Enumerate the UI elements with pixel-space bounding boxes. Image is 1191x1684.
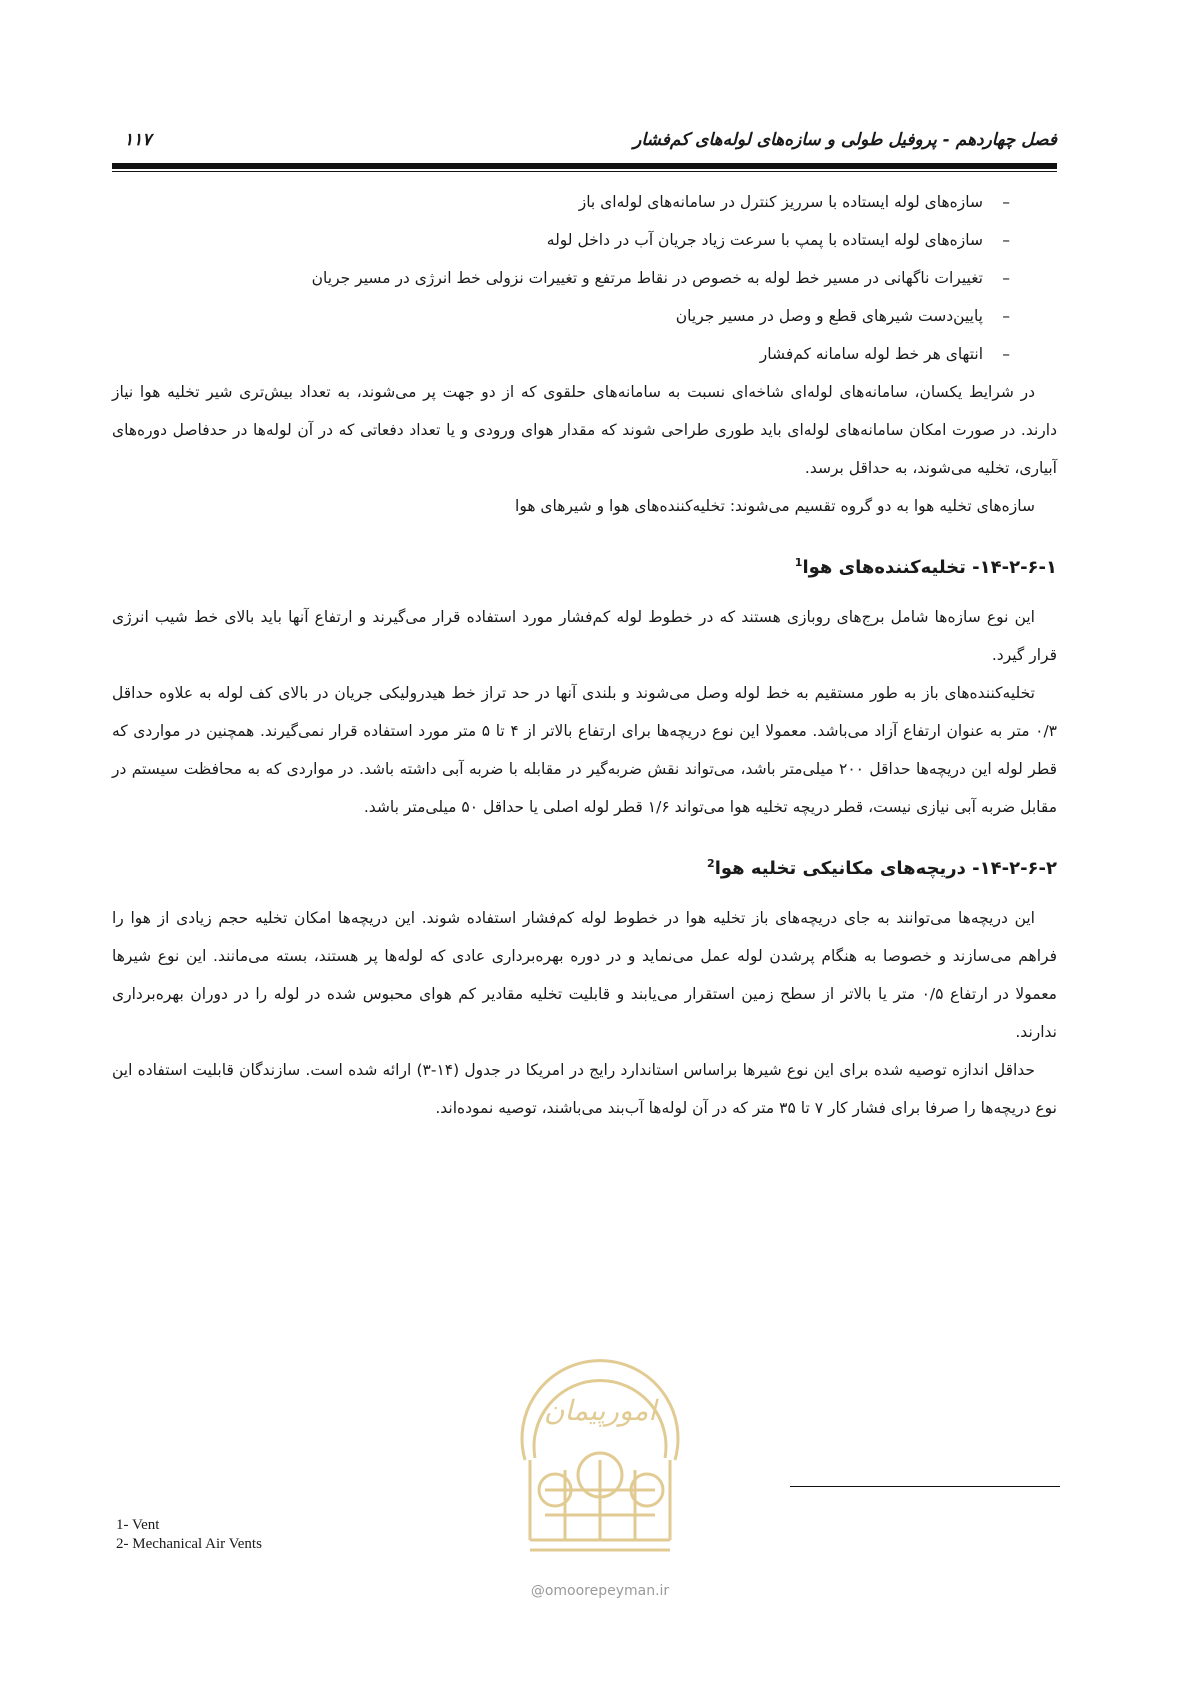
bullet-item: – سازه‌های لوله ایستاده با سرریز کنترل در سامانه‌های لوله‌ای باز [112, 183, 1010, 221]
footnote-item: 2- Mechanical Air Vents [116, 1536, 262, 1552]
heading-text: ۱۴-۲-۶-۱- تخلیه‌کننده‌های هوا [802, 557, 1057, 578]
dash-bullet-icon: – [1002, 193, 1010, 211]
paragraph: تخلیه‌کننده‌های باز به طور مستقیم به خط لوله وصل می‌شوند و بلندی آنها در حد تراز خط هیدرولیکی جریان در بالای کف لوله به علاوه حداقل ۰/۳ متر به عنوان ارتفاع آزاد می‌باشد. معمولا این نوع دریچه‌ها برای ارتفاع بالاتر از ۴ تا ۵ متر مورد استفاده قرار نمی‌گیرند. همچنین در مواردی که قطر لوله این دریچه‌ها حداقل ۲۰۰ میلی‌متر باشد، می‌تواند نقش ضربه‌گیر در مقابله با ضربه آبی داشته باشد. در مواردی که به محافظت سیستم در مقابل ضربه آبی نیازی نیست، قطر دریچه تخلیه هوا می‌تواند ۱/۶ قطر لوله اصلی یا حداقل ۵۰ میلی‌متر باشد. [112, 684, 1057, 816]
dash-bullet-icon: – [1002, 231, 1010, 249]
bullet-item: – تغییرات ناگهانی در مسیر خط لوله به خصوص در نقاط مرتفع و تغییرات نزولی خط انرژی در مسیر جریان [112, 259, 1010, 297]
section-heading [112, 844, 1057, 889]
paragraph: حداقل اندازه توصیه شده برای این نوع شیرها براساس استاندارد رایج در امریکا در جدول (۱۴-۳) ارائه شده است. سازندگان قابلیت استفاده این نوع دریچه‌ها را صرفا برای فشار کار ۷ تا ۳۵ متر که در آن لوله‌ها آب‌بند می‌باشند، توصیه نموده‌اند. [112, 1061, 1057, 1117]
bullet-list [112, 183, 1057, 373]
paragraph: در شرایط یکسان، سامانه‌های لوله‌ای شاخه‌ای نسبت به سامانه‌های حلقوی که از دو جهت پر می‌شوند، به تعداد بیش‌تری شیر تخلیه هوا نیاز دارند. در صورت امکان سامانه‌های لوله‌ای باید طوری طراحی شوند که مقدار هوای ورودی و یا تعداد دفعاتی که در آن لوله‌ها در حدفاصل دوره‌های آبیاری، تخلیه می‌شوند، به حداقل برسد. [112, 383, 1057, 477]
paragraph: سازه‌های تخلیه هوا به دو گروه تقسیم می‌شوند: تخلیه‌کننده‌های هوا و شیرهای هوا [515, 497, 1035, 515]
paragraph: این دریچه‌ها می‌توانند به جای دریچه‌های باز تخلیه هوا در خطوط لوله کم‌فشار استفاده شوند. این دریچه‌ها امکان تخلیه حجم زیادی از هوا را فراهم می‌سازند و خصوصا به هنگام پرشدن لوله عمل می‌نماید و در دوره بهره‌برداری عادی که لوله‌ها پر هستند، بسته می‌مانند. این نوع شیرها معمولا در ارتفاع ۰/۵ متر یا بالاتر از سطح زمین استقرار می‌یابند و قابلیت تخلیه مقادیر کم هوای محبوس شده در لوله را در دوران بهره‌برداری ندارند. [112, 909, 1057, 1041]
bullet-item: – انتهای هر خط لوله سامانه کم‌فشار [112, 335, 1010, 373]
bullet-item: – پایین‌دست شیرهای قطع و وصل در مسیر جریان [112, 297, 1010, 335]
section-heading [112, 543, 1057, 588]
footnote-item: 1- Vent [116, 1517, 160, 1533]
heading-text: ۱۴-۲-۶-۲- دریچه‌های مکانیکی تخلیه هوا [714, 858, 1057, 879]
page-header [112, 130, 1057, 160]
paragraph: این نوع سازه‌ها شامل برج‌های روبازی هستند که در خطوط لوله کم‌فشار مورد استفاده قرار می‌گیرند و ارتفاع آنها باید بالای خط شیب انرژی قرار گیرد. [112, 608, 1057, 664]
page-body [112, 183, 1057, 1127]
header-rule-thick [112, 163, 1057, 169]
chapter-title: فصل چهاردهم - پروفیل طولی و سازه‌های لوله‌های کم‌فشار [633, 130, 1057, 150]
footnote-ref: 2 [707, 857, 715, 870]
dash-bullet-icon: – [1002, 345, 1010, 363]
svg-text:امورپیمان: امورپیمان [543, 1394, 657, 1427]
footnote-ref: 1 [794, 556, 803, 569]
footnote-divider [790, 1486, 1060, 1487]
page-number: ۱۱۷ [124, 130, 152, 150]
watermark-logo [505, 1340, 695, 1575]
watermark-site: @omoorepeyman.ir [530, 1583, 670, 1599]
dash-bullet-icon: – [1002, 269, 1010, 287]
header-rule-thin [112, 171, 1057, 172]
footnotes [116, 1516, 262, 1554]
bullet-item: – سازه‌های لوله ایستاده با پمپ با سرعت زیاد جریان آب در داخل لوله [112, 221, 1010, 259]
dash-bullet-icon: – [1002, 307, 1010, 325]
